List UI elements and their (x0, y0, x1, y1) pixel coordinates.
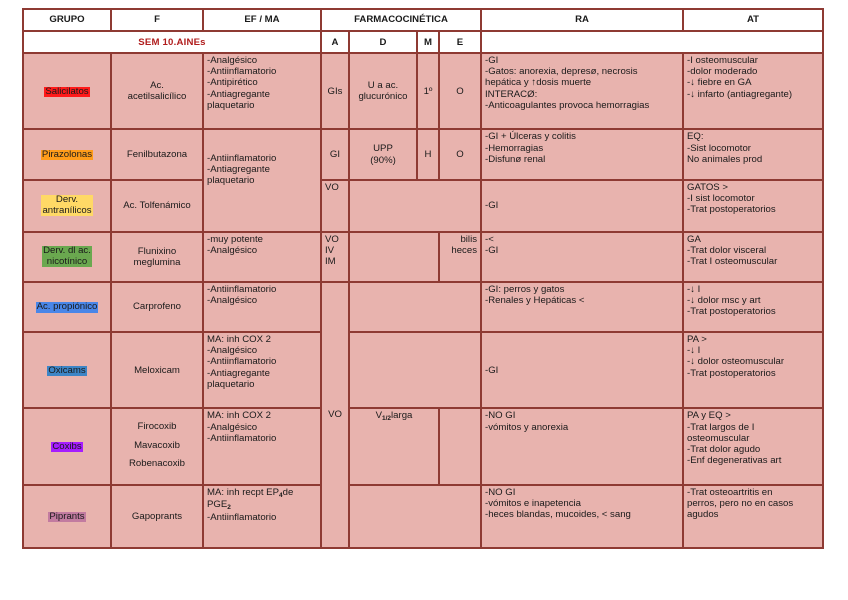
at-line: EQ: (687, 131, 704, 143)
at-line: perros, pero no en casos (687, 497, 794, 509)
row-piprants (23, 485, 823, 548)
d-line: UPP (373, 143, 393, 155)
row-salicilatos (23, 53, 823, 129)
ra-line: -Hemorragias (485, 142, 544, 154)
drug-cell (111, 232, 203, 282)
half-life-v: V (375, 410, 382, 422)
half-life-sub: 1/2 (382, 415, 392, 423)
at-line: -Trat postoperatorios (687, 306, 776, 318)
e-cell: O (439, 129, 481, 179)
subheader-blank (481, 31, 823, 53)
ef-line: -Analgésico (207, 55, 258, 67)
at-line: GA (687, 233, 701, 245)
row-propionico (23, 282, 823, 332)
at-line: -Trat osteoartritis en (687, 486, 773, 498)
group-label: Ac. propiónico (36, 301, 98, 313)
at-cell (683, 332, 823, 408)
ra-line: -Anticoagulantes provoca hemorragias (485, 99, 650, 111)
at-line: GATOS > (687, 181, 728, 193)
ef-text: de (282, 486, 294, 498)
ef-cell-shared (203, 129, 321, 231)
ef-cell (203, 332, 321, 408)
at-cell (683, 232, 823, 282)
e-cell: O (439, 53, 481, 129)
ef-line (207, 487, 317, 500)
at-line: -I osteomuscular (687, 55, 758, 67)
ra-line: -vómitos e inapetencia (485, 497, 581, 509)
ra-cell (481, 408, 683, 484)
at-line: PA y EQ > (687, 410, 731, 422)
a-line: IM (325, 256, 336, 268)
header-ef-ma: EF / MA (203, 9, 321, 31)
dme-cell-empty (349, 332, 481, 408)
ef-line: -Antiinflamatorio (207, 152, 277, 164)
a-cell-shared: VO (321, 282, 349, 548)
a-cell (321, 232, 349, 282)
at-cell (683, 408, 823, 484)
group-label: Coxibs (52, 440, 82, 452)
drug-cell (111, 53, 203, 129)
subheader-d: D (349, 31, 417, 53)
dme-cell-empty (349, 180, 481, 232)
drug-cell: Meloxicam (111, 332, 203, 408)
at-cell (683, 129, 823, 179)
ef-line: -Antipirético (207, 77, 258, 89)
ef-line: -muy potente (207, 233, 263, 245)
drug-line: Mavacoxib (134, 439, 180, 451)
a-line: VO (325, 233, 339, 245)
m-cell: H (417, 129, 439, 179)
e-cell-empty (439, 408, 481, 484)
ra-line: -GI: perros y gatos (485, 283, 565, 295)
ef-text: MA: inh recpt EP (207, 486, 279, 498)
at-line: -↓ infarto (antiagregante) (687, 88, 793, 100)
drug-line: Robenacoxib (128, 457, 185, 469)
drug-cell: Fenilbutazona (111, 129, 203, 179)
at-line: osteomuscular (687, 432, 750, 444)
ra-cell (481, 282, 683, 332)
group-cell (23, 180, 111, 232)
drug-cell (111, 408, 203, 484)
at-line: -Trat I osteomuscular (687, 256, 778, 268)
at-line: -↓ I (687, 345, 701, 357)
ef-subscript: 4 (278, 491, 283, 499)
at-line: -Trat largos de I (687, 421, 755, 433)
drug-cell: Carprofeno (111, 282, 203, 332)
at-line: -Sist locomotor (687, 142, 751, 154)
at-line: -dolor moderado (687, 66, 758, 78)
group-cell (23, 408, 111, 484)
ra-line: -GI + Úlceras y colitis (485, 131, 576, 143)
ef-line: -Antiagregante (207, 88, 270, 100)
drug-cell: Gapoprants (111, 485, 203, 548)
ef-cell (203, 282, 321, 332)
at-line: -↓ dolor osteomuscular (687, 356, 785, 368)
at-line: -I sist locomotor (687, 192, 755, 204)
group-cell (23, 129, 111, 179)
header-grupo: GRUPO (23, 9, 111, 31)
ra-line: INTERACØ: (485, 88, 538, 100)
group-cell (23, 332, 111, 408)
row-coxibs (23, 408, 823, 484)
ra-cell (481, 485, 683, 548)
group-label: Salicilatos (45, 85, 89, 97)
drug-line: Flunixino (137, 245, 177, 257)
ef-line: -Analgésico (207, 295, 258, 307)
e-cell (439, 232, 481, 282)
e-line: heces (451, 244, 477, 256)
at-line: -↓ I (687, 283, 701, 295)
at-cell (683, 53, 823, 129)
row-antranilicos (23, 180, 823, 232)
drug-line: Ac. (150, 80, 164, 92)
section-title: SEM 10.AINEs (23, 31, 321, 53)
subheader-m: M (417, 31, 439, 53)
ef-cell (203, 485, 321, 548)
ef-line: -Analgésico (207, 421, 258, 433)
subheader-a: A (321, 31, 349, 53)
ra-cell (481, 129, 683, 179)
ef-line: -Antiinflamatorio (207, 283, 277, 295)
ra-line: -< (485, 233, 494, 245)
ra-line: -heces blandas, mucoides, < sang (485, 508, 631, 520)
at-line: PA > (687, 334, 707, 346)
group-label: Oxicams (48, 364, 86, 376)
ra-cell: -GI (481, 332, 683, 408)
a-cell: GIs (321, 53, 349, 129)
ef-line: plaquetario (207, 378, 255, 390)
at-cell (683, 180, 823, 232)
at-line: -Enf degenerativas art (687, 454, 782, 466)
ef-line: plaquetario (207, 175, 255, 187)
group-cell (23, 232, 111, 282)
group-cell (23, 282, 111, 332)
at-line: agudos (687, 508, 719, 520)
group-label: Pirazolonas (41, 148, 93, 160)
ra-line: -Gatos: anorexia, depresø, necrosis (485, 66, 638, 78)
group-label (42, 246, 92, 267)
row-nicotinico (23, 232, 823, 282)
ef-line: MA: inh COX 2 (207, 410, 271, 422)
ef-line: -Antiinflamatorio (207, 66, 277, 78)
subheader-row (23, 31, 823, 53)
dm-cell-empty (349, 232, 439, 282)
aines-table (22, 8, 824, 549)
at-line: -Trat dolor agudo (687, 443, 761, 455)
half-life-text: larga (391, 410, 413, 422)
ef-line: -Analgésico (207, 345, 258, 357)
at-line: -Trat postoperatorios (687, 203, 776, 215)
header-row (23, 9, 823, 31)
ra-line: hepática y ↑dosis muerte (485, 77, 592, 89)
drug-line: Firocoxib (137, 421, 177, 433)
ra-line: -NO GI (485, 486, 516, 498)
header-f: F (111, 9, 203, 31)
ra-line: -Disfunø renal (485, 153, 546, 165)
group-cell (23, 485, 111, 548)
m-cell: 1º (417, 53, 439, 129)
a-cell: GI (321, 129, 349, 179)
d-line: U a ac. (367, 80, 399, 92)
ef-cell (203, 232, 321, 282)
ef-subscript: 2 (227, 504, 231, 512)
drug-cell: Ac. Tolfenámico (111, 180, 203, 232)
ef-line: MA: inh COX 2 (207, 334, 271, 346)
header-farmacocinetica: FARMACOCINÉTICA (321, 9, 481, 31)
drug-line: acetilsalicílico (127, 91, 187, 103)
a-cell: VO (321, 180, 349, 232)
header-ra: RA (481, 9, 683, 31)
at-line: No animales prod (687, 153, 763, 165)
at-line: -Trat postoperatorios (687, 367, 776, 379)
group-label: Piprants (49, 510, 85, 522)
ef-line: -Antiagregante (207, 164, 270, 176)
ef-line: -Antiinflamatorio (207, 511, 277, 523)
d-line: glucurónico (358, 91, 408, 103)
row-oxicams (23, 332, 823, 408)
e-line: bilis (460, 233, 477, 245)
ef-cell (203, 53, 321, 129)
ef-line: -Antiagregante (207, 367, 270, 379)
dme-cell-empty (349, 485, 481, 548)
at-cell (683, 485, 823, 548)
a-line: IV (325, 244, 335, 256)
at-line: -Trat dolor visceral (687, 244, 767, 256)
at-cell (683, 282, 823, 332)
d-cell (349, 129, 417, 179)
group-label-line: nicotínico (46, 255, 88, 267)
ra-cell: -GI (481, 180, 683, 232)
group-label-line: Derv. (55, 194, 79, 206)
ef-line: -Analgésico (207, 244, 258, 256)
dme-cell-empty (349, 282, 481, 332)
at-line: -↓ dolor msc y art (687, 295, 761, 307)
row-pirazolonas (23, 129, 823, 179)
group-label (41, 195, 92, 216)
ef-cell (203, 408, 321, 484)
subheader-e: E (439, 31, 481, 53)
group-label-line: Derv. dl ac. (43, 245, 91, 257)
ra-line: -GI (485, 55, 499, 67)
ra-line: -GI (485, 244, 499, 256)
d-cell (349, 53, 417, 129)
ef-line (207, 499, 317, 512)
ra-line: -vómitos y anorexia (485, 421, 569, 433)
drug-line: meglumina (133, 256, 181, 268)
group-cell (23, 53, 111, 129)
ra-line: -NO GI (485, 410, 516, 422)
group-label-line: antranílicos (42, 204, 92, 216)
ef-line: -Antiinflamatorio (207, 356, 277, 368)
d-line: (90%) (370, 154, 396, 166)
ra-cell (481, 232, 683, 282)
ef-text: PGE (207, 499, 228, 511)
ef-line: -Antiinflamatorio (207, 432, 277, 444)
ra-line: -Renales y Hepáticas < (485, 295, 585, 307)
at-line: -↓ fiebre en GA (687, 77, 752, 89)
ef-line: plaquetario (207, 99, 255, 111)
d-cell (349, 408, 439, 484)
header-at: AT (683, 9, 823, 31)
ra-cell (481, 53, 683, 129)
